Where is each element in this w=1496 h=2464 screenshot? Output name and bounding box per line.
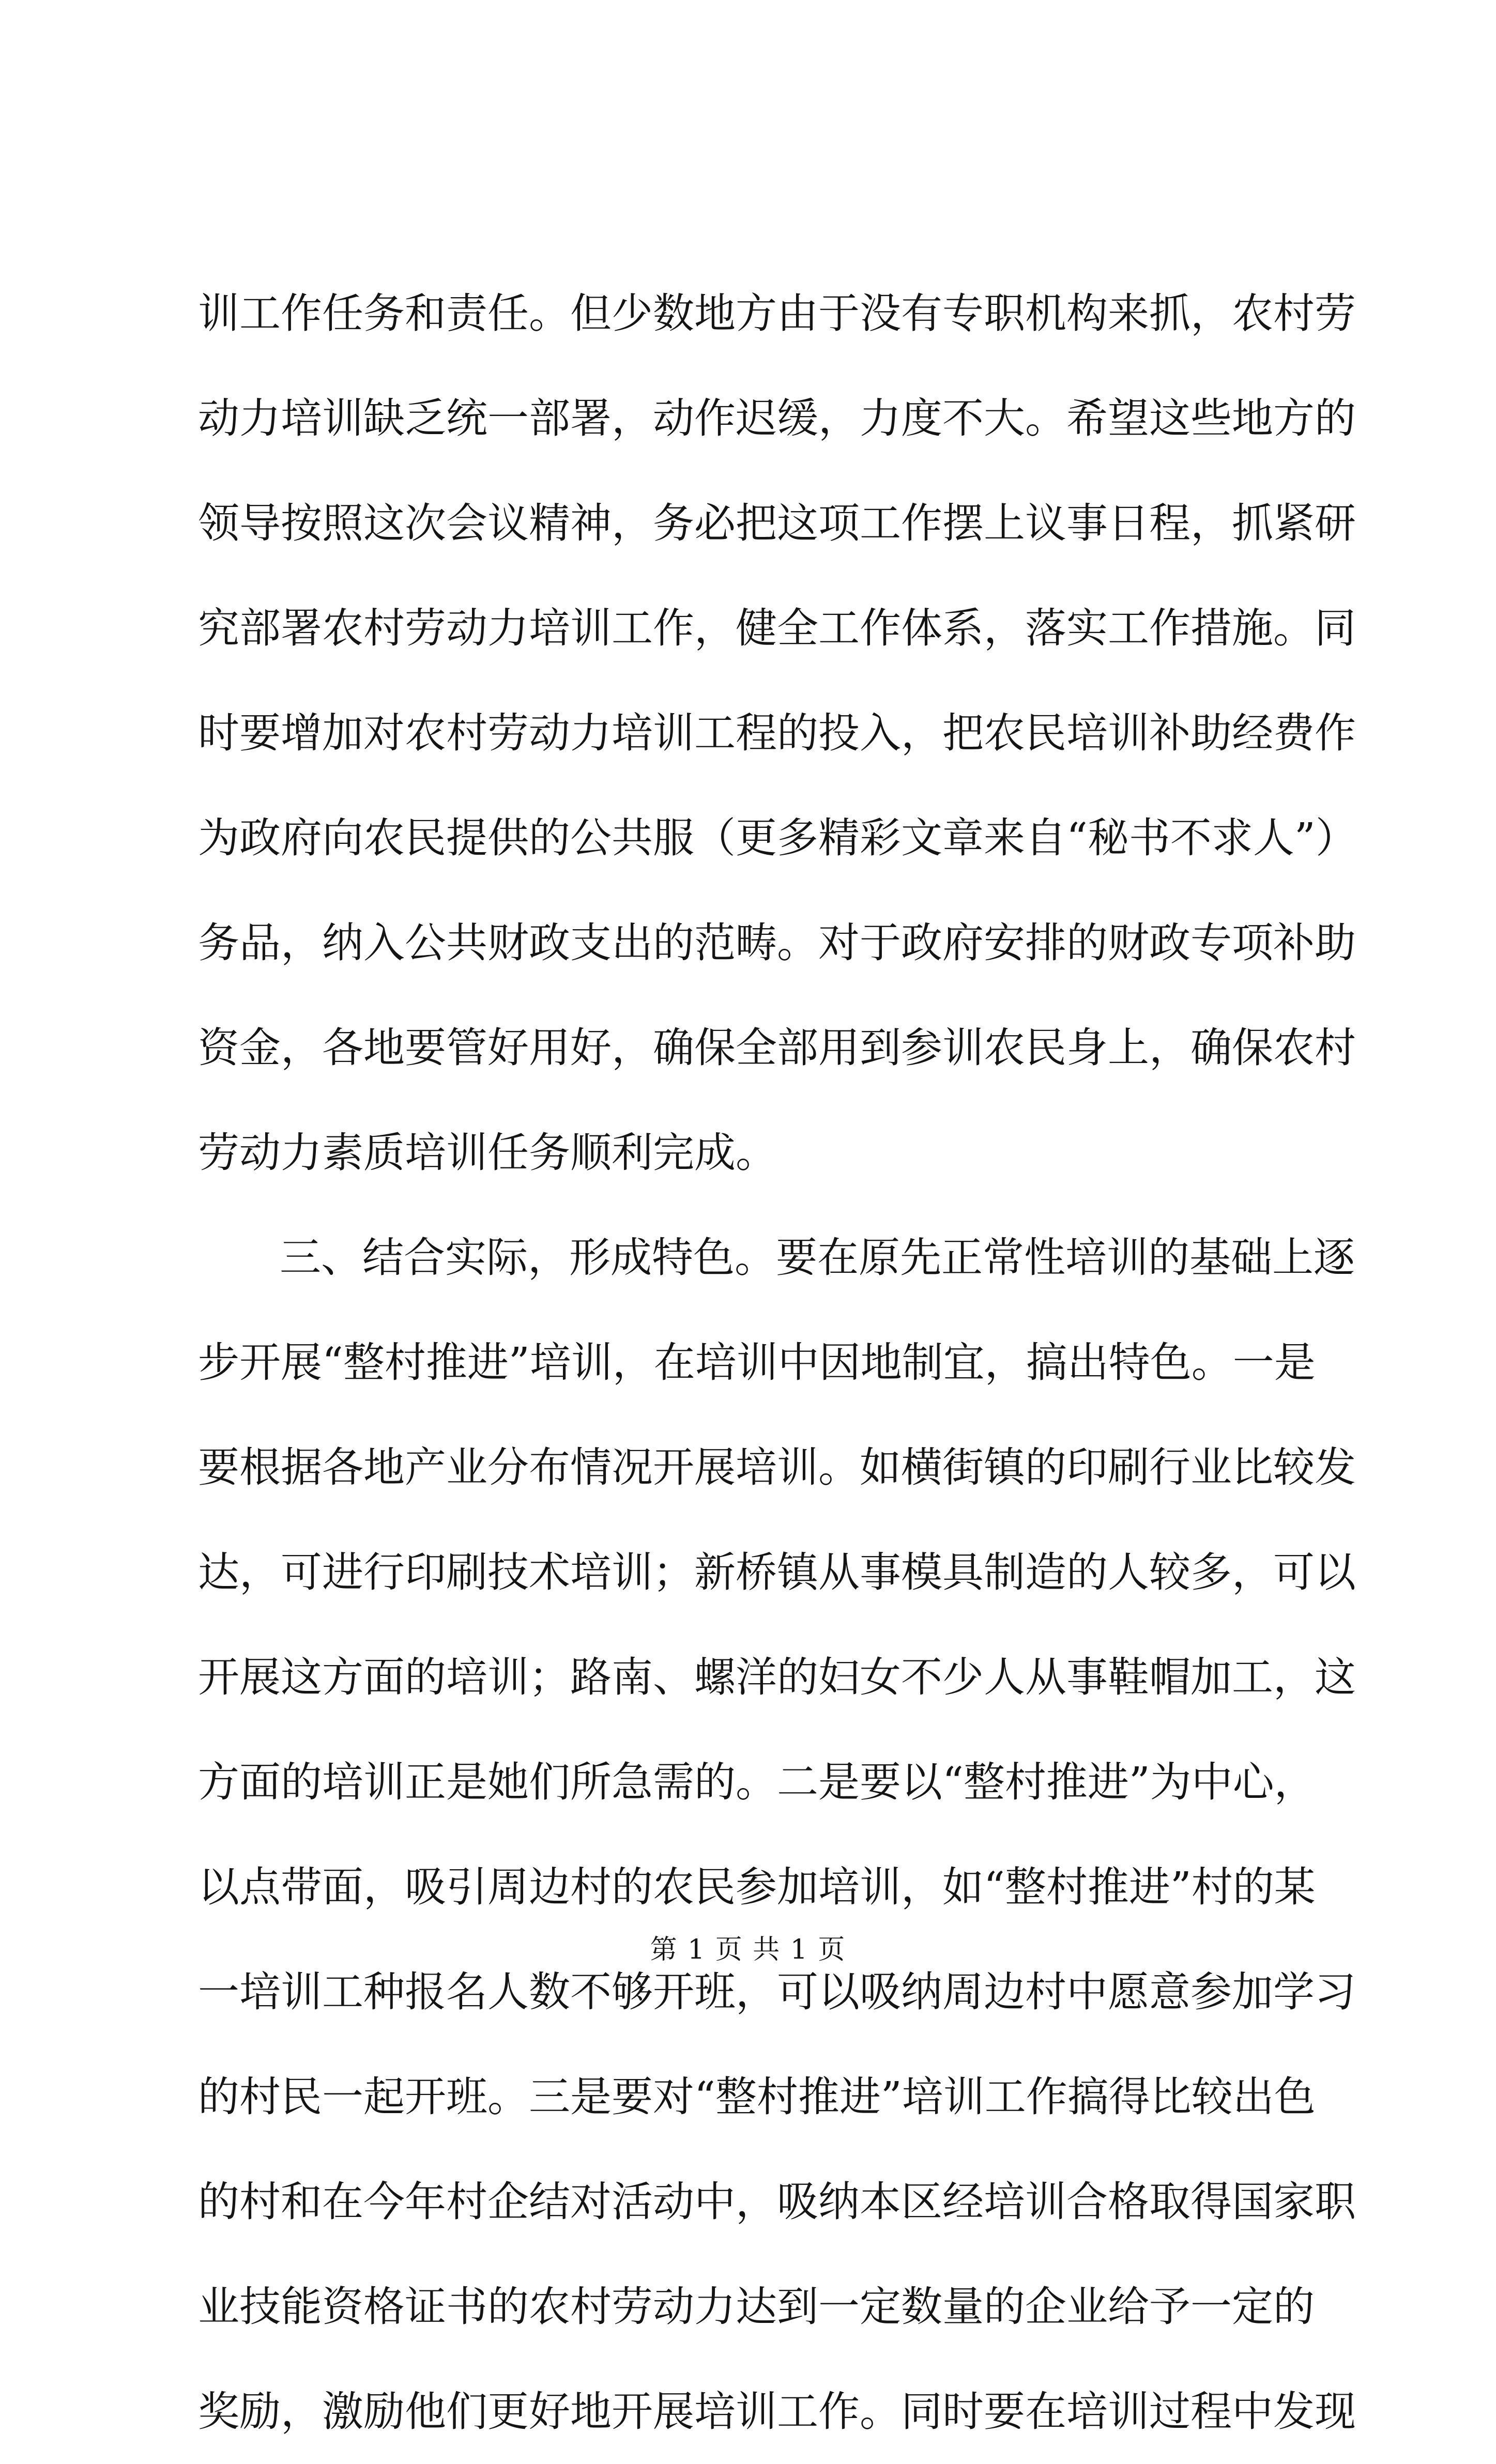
text-line: 步开展“整村推进”培训，在培训中因地制宜，搞出特色。一是: [198, 1338, 1316, 1387]
text-line: 的村和在今年村企结对活动中，吸纳本区经培训合格取得国家职: [198, 2178, 1356, 2226]
text-line: 达，可进行印刷技术培训；新桥镇从事模具制造的人较多，可以: [198, 1548, 1356, 1596]
text-line: 务品，纳入公共财政支出的范畴。对于政府安排的财政专项补助: [198, 919, 1356, 967]
text-line: 为政府向农民提供的公共服（更多精彩文章来自“秘书不求人”）: [198, 814, 1357, 862]
text-line: 要根据各地产业分布情况开展培训。如横街镇的印刷行业比较发: [198, 1443, 1356, 1491]
text-line: 开展这方面的培训；路南、螺洋的妇女不少人从事鞋帽加工，这: [198, 1653, 1356, 1701]
text-line: 奖励，激励他们更好地开展培训工作。同时要在培训过程中发现: [198, 2388, 1356, 2436]
text-line: 的村民一起开班。三是要对“整村推进”培训工作搞得比较出色: [198, 2073, 1316, 2121]
text-line: 动力培训缺乏统一部署，动作迟缓，力度不大。希望这些地方的: [198, 394, 1356, 442]
page-footer: 第 1 页 共 1 页: [650, 1934, 846, 1965]
body-text: [198, 261, 1357, 2464]
text-line: 资金，各地要管好用好，确保全部用到参训农民身上，确保农村: [198, 1024, 1356, 1072]
text-line: 方面的培训正是她们所急需的。二是要以“整村推进”为中心，: [198, 1758, 1316, 1806]
text-line: 一培训工种报名人数不够开班，可以吸纳周边村中愿意参加学习: [198, 1968, 1356, 2016]
text-line: 时要增加对农村劳动力培训工程的投入，把农民培训补助经费作: [198, 709, 1356, 757]
text-line: 劳动力素质培训任务顺利完成。: [198, 1129, 777, 1177]
text-line: 究部署农村劳动力培训工作，健全工作体系，落实工作措施。同: [198, 604, 1356, 652]
text-line: 领导按照这次会议精神，务必把这项工作摆上议事日程，抓紧研: [198, 499, 1356, 547]
text-line: 业技能资格证书的农村劳动力达到一定数量的企业给予一定的: [198, 2283, 1315, 2331]
paragraph-first-line: 三、结合实际，形成特色。要在原先正常性培训的基础上逐: [280, 1234, 1355, 1282]
text-line: 训工作任务和责任。但少数地方由于没有专职机构来抓，农村劳: [198, 289, 1356, 337]
text-line: 以点带面，吸引周边村的农民参加培训，如“整村推进”村的某: [198, 1863, 1316, 1911]
